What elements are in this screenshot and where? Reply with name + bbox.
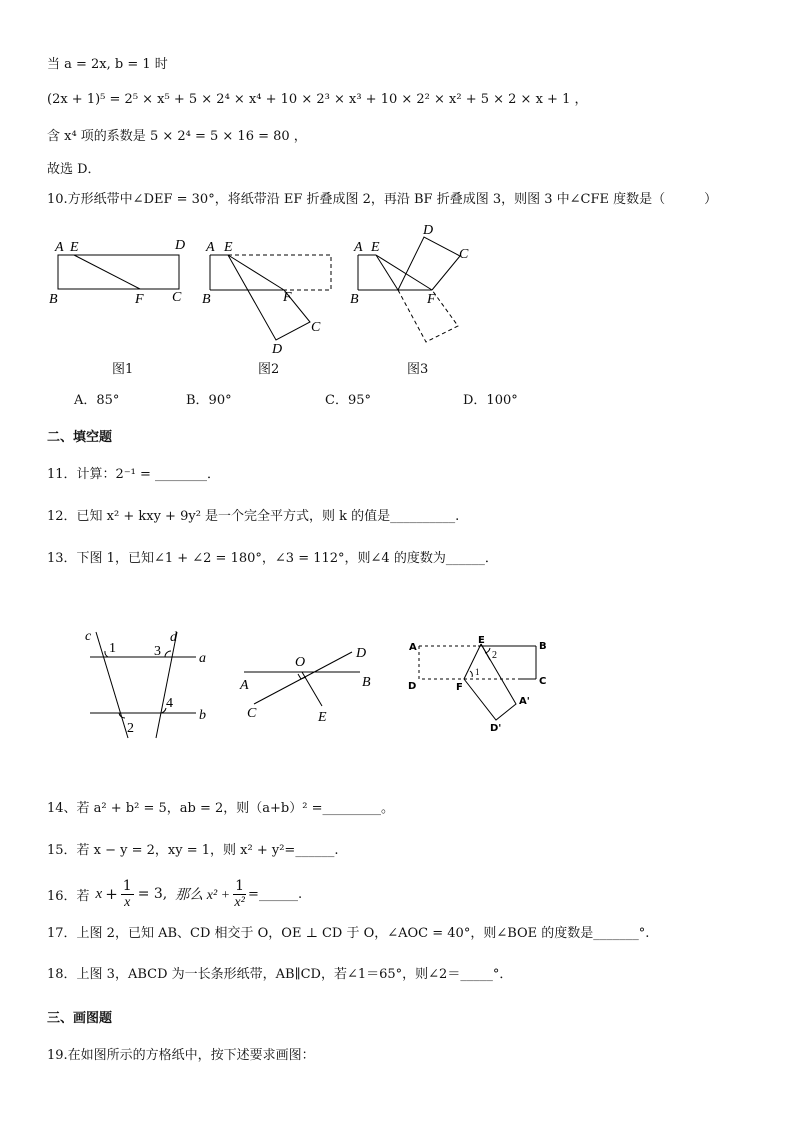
question-12: 12．已知 x² + kxy + 9y² 是一个完全平方式，则 k 的值是__________. bbox=[47, 509, 460, 524]
folded-strip-figure bbox=[419, 644, 536, 720]
fig-c-label-A: A bbox=[409, 642, 417, 653]
fig2-label-B: B bbox=[202, 292, 211, 307]
line-label-b: b bbox=[199, 708, 206, 723]
fig3-label-F: F bbox=[427, 292, 436, 307]
option-d: D．100° bbox=[463, 393, 518, 408]
figure-2-caption: 图2 bbox=[258, 362, 280, 377]
section-3-heading: 三、画图题 bbox=[47, 1011, 113, 1026]
q16-fraction-denominator: x bbox=[124, 894, 131, 910]
fig-b-label-D: D bbox=[356, 646, 367, 661]
q16-mid: 那么 x² + bbox=[175, 888, 231, 903]
fig2-label-D: D bbox=[272, 342, 283, 357]
solution-line-2: (2x + 1)⁵ = 2⁵ × x⁵ + 5 × 2⁴ × x⁴ + 10 × 2³ × x³ + 10 × 2² × x² + 5 × 2 × x + 1 ， bbox=[47, 92, 588, 107]
q16-fraction-2 bbox=[233, 878, 246, 911]
q16-equals: = 3, bbox=[137, 886, 168, 902]
option-a: A．85° bbox=[74, 393, 120, 408]
angle-label-2: 2 bbox=[127, 721, 134, 736]
fig1-label-C: C bbox=[172, 290, 182, 305]
fig2-label-F: F bbox=[283, 290, 292, 305]
q16-fraction-numerator: 1 bbox=[122, 877, 132, 894]
fig-b-label-C: C bbox=[247, 706, 257, 721]
q16-fraction bbox=[121, 878, 134, 911]
fig1-label-A: A bbox=[55, 240, 64, 255]
fig3-label-E: E bbox=[371, 240, 380, 255]
fig2-label-E: E bbox=[224, 240, 233, 255]
fig-c-label-F: F bbox=[456, 682, 463, 693]
fig2-label-C: C bbox=[311, 320, 321, 335]
q16-tail: =______. bbox=[248, 886, 303, 902]
q16-fraction-2-denominator: x² bbox=[234, 894, 245, 910]
q16-x: x bbox=[95, 885, 103, 902]
question-15: 15．若 x − y = 2，xy = 1，则 x² + y²=______. bbox=[47, 843, 339, 858]
fig1-label-F: F bbox=[135, 292, 144, 307]
question-17: 17．上图 2，已知 AB、CD 相交于 O，OE ⊥ CD 于 O，∠AOC = 40°，则∠BOE 的度数是_______°. bbox=[47, 926, 650, 941]
fig3-label-A: A bbox=[354, 240, 363, 255]
fig-b-label-A: A bbox=[240, 678, 249, 693]
parallel-lines-figure bbox=[90, 632, 196, 738]
figure-3-caption: 图3 bbox=[407, 362, 429, 377]
fig-b-label-O: O bbox=[295, 655, 306, 670]
question-10: 10.方形纸带中∠DEF = 30°，将纸带沿 EF 折叠成图 2，再沿 BF 折叠成图 3，则图 3 中∠CFE 度数是（ ） bbox=[47, 192, 718, 207]
fig-c-label-C: C bbox=[539, 676, 547, 687]
fig-b-label-E: E bbox=[318, 710, 327, 725]
fig3-label-D: D bbox=[423, 223, 434, 238]
option-b: B．90° bbox=[186, 393, 232, 408]
section-2-heading: 二、填空题 bbox=[47, 430, 113, 445]
fig-c-label-D: D bbox=[408, 681, 417, 692]
question-18: 18．上图 3，ABCD 为一长条形纸带，AB∥CD，若∠1＝65°，则∠2＝_____°． bbox=[47, 967, 513, 982]
option-c: C．95° bbox=[325, 393, 371, 408]
solution-line-3: 含 x⁴ 项的系数是 5 × 2⁴ = 5 × 16 = 80 ， bbox=[47, 129, 307, 144]
fig-c-label-E: E bbox=[478, 635, 485, 646]
fig2-label-A: A bbox=[206, 240, 215, 255]
fig1-label-B: B bbox=[49, 292, 58, 307]
solution-line-4: 故选 D． bbox=[47, 162, 101, 177]
question-14: 14、若 a² + b² = 5，ab = 2，则（a+b）² =_________。 bbox=[47, 801, 394, 816]
fig-c-angle-2: 2 bbox=[492, 650, 497, 661]
fig-c-label-B: B bbox=[539, 641, 547, 652]
fig-b-label-B: B bbox=[362, 675, 371, 690]
question-13: 13．下图 1，已知∠1 + ∠2 = 180°，∠3 = 112°，则∠4 的度数为______． bbox=[47, 551, 498, 566]
fig1-label-E: E bbox=[70, 240, 79, 255]
line-label-a: a bbox=[199, 651, 206, 666]
line-label-c: c bbox=[85, 629, 92, 644]
angle-label-1: 1 bbox=[109, 641, 116, 656]
q16-fraction-2-numerator: 1 bbox=[235, 877, 245, 894]
q16-plus: + bbox=[105, 885, 118, 903]
question-19: 19.在如图所示的方格纸中，按下述要求画图： bbox=[47, 1048, 315, 1063]
question-11: 11．计算：2⁻¹ = ________． bbox=[47, 467, 221, 482]
fig3-label-B: B bbox=[350, 292, 359, 307]
angle-label-3: 3 bbox=[154, 644, 161, 659]
fig-c-label-A-prime: A' bbox=[519, 696, 530, 707]
question-16 bbox=[47, 874, 302, 914]
figure-1-caption: 图1 bbox=[112, 362, 134, 377]
solution-line-1: 当 a = 2x, b = 1 时 bbox=[47, 57, 168, 72]
fig-c-angle-1: 1 bbox=[475, 667, 480, 677]
angle-label-4: 4 bbox=[166, 696, 173, 711]
fig-c-label-D-prime: D' bbox=[490, 723, 502, 734]
fig3-label-C: C bbox=[459, 247, 469, 262]
fig1-label-D: D bbox=[175, 238, 186, 253]
q16-prefix: 16．若 bbox=[47, 888, 90, 904]
line-label-d: d bbox=[170, 630, 177, 645]
